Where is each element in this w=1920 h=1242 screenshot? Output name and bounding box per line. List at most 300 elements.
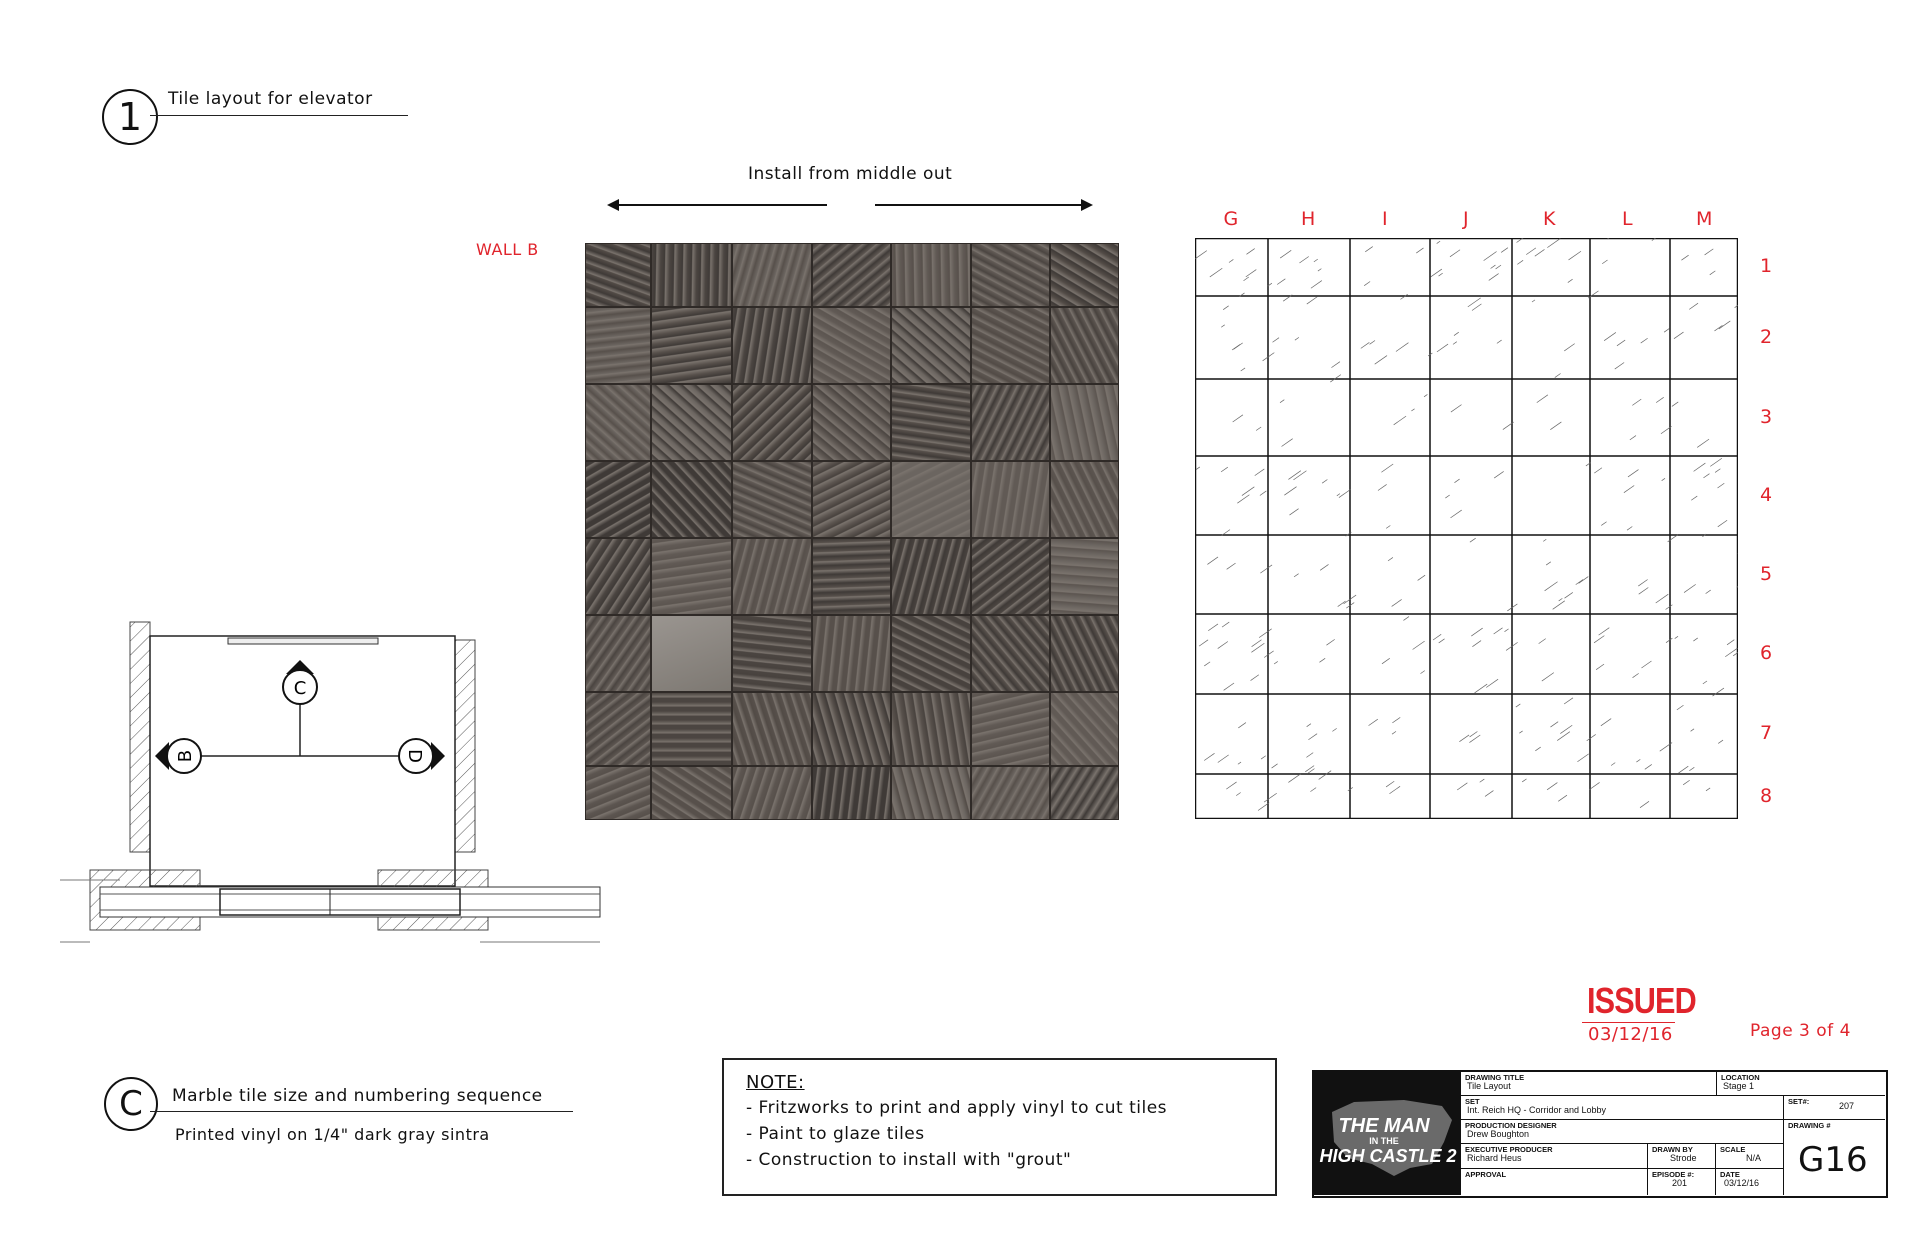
wall-label: WALL B — [476, 240, 539, 259]
marble-tile — [585, 307, 651, 384]
tile-texture-stroke — [1365, 247, 1373, 252]
tile-texture-stroke — [1319, 658, 1325, 662]
tile-texture-stroke — [1370, 341, 1375, 345]
tile-texture-stroke — [1719, 321, 1730, 329]
tile-texture-stroke — [1403, 617, 1409, 621]
tb-executive-producer: EXECUTIVE PRODUCER Richard Heus — [1461, 1144, 1648, 1169]
tile-texture-stroke — [1389, 786, 1400, 793]
tile-texture-stroke — [1596, 664, 1604, 670]
tile-texture-stroke — [1382, 658, 1390, 663]
tb-scale: SCALE N/A — [1716, 1144, 1784, 1169]
marble-tile — [1050, 307, 1119, 384]
tile-texture-stroke — [1280, 400, 1284, 403]
tile-texture-stroke — [1710, 271, 1716, 275]
tile-texture-stroke — [1678, 766, 1688, 773]
tile-texture-stroke — [1522, 779, 1526, 782]
grid-column-label: L — [1622, 208, 1633, 230]
tile-texture-stroke — [1496, 265, 1501, 269]
marble-tile — [891, 384, 971, 461]
tile-texture-stroke — [1526, 248, 1536, 255]
issued-underline — [1582, 1022, 1675, 1023]
tb-set-number: SET#: 207 — [1784, 1096, 1885, 1120]
tile-texture-stroke — [1559, 598, 1563, 601]
tile-texture-stroke — [1565, 592, 1573, 598]
tile-texture-stroke — [1274, 661, 1278, 664]
tile-texture-stroke — [1264, 793, 1277, 802]
tile-texture-stroke — [1396, 343, 1409, 352]
tb-drawing-title: DRAWING TITLE Tile Layout — [1461, 1072, 1717, 1096]
marble-tile — [732, 243, 812, 307]
marble-tile — [812, 461, 891, 538]
tile-texture-stroke — [1251, 675, 1259, 681]
tile-texture-stroke — [1706, 788, 1710, 791]
tile-texture-stroke — [1289, 509, 1298, 515]
tile-texture-stroke — [1199, 640, 1208, 646]
tile-texture-stroke — [1472, 304, 1481, 311]
note-line: - Paint to glaze tiles — [746, 1124, 925, 1144]
tile-texture-stroke — [1364, 282, 1370, 286]
tile-texture-stroke — [1677, 705, 1684, 710]
install-note: Install from middle out — [748, 164, 953, 184]
tile-texture-stroke — [1236, 793, 1240, 796]
tile-texture-stroke — [1689, 767, 1694, 770]
tile-texture-stroke — [1516, 704, 1521, 707]
tile-texture-stroke — [1599, 628, 1610, 635]
tile-texture-stroke — [1545, 582, 1558, 591]
marble-tile — [971, 461, 1050, 538]
tile-texture-stroke — [1604, 332, 1616, 340]
tile-texture-stroke — [1501, 248, 1508, 253]
tile-texture-stroke — [1308, 734, 1317, 740]
detail-c-subtitle: Printed vinyl on 1/4" dark gray sintra — [175, 1125, 490, 1144]
grid-row-label: 2 — [1760, 325, 1773, 348]
marble-tile — [585, 538, 651, 615]
tile-texture-stroke — [1535, 249, 1545, 256]
tile-texture-stroke — [1576, 580, 1583, 585]
tile-texture-stroke — [1261, 756, 1266, 759]
tile-texture-stroke — [1547, 783, 1557, 790]
marble-tile — [891, 766, 971, 820]
marble-tile — [891, 692, 971, 766]
tile-texture-stroke — [1229, 259, 1233, 262]
marble-tile — [651, 615, 732, 692]
tile-texture-stroke — [1237, 495, 1249, 503]
tile-texture-stroke — [1251, 643, 1264, 652]
tile-texture-stroke — [1252, 640, 1262, 647]
grid-column-label: G — [1223, 208, 1239, 230]
tile-texture-stroke — [1318, 269, 1322, 271]
tile-texture-stroke — [1450, 250, 1460, 257]
tile-texture-stroke — [1305, 766, 1314, 772]
tile-texture-stroke — [1674, 332, 1684, 339]
tb-date: DATE 03/12/16 — [1716, 1169, 1784, 1195]
tile-texture-stroke — [1204, 662, 1210, 666]
tile-texture-stroke — [1681, 255, 1688, 260]
tile-texture-stroke — [1624, 485, 1634, 492]
tile-texture-stroke — [1260, 565, 1272, 573]
marble-tile — [812, 615, 891, 692]
tile-texture-stroke — [1437, 344, 1448, 352]
tile-texture-stroke — [1221, 325, 1225, 327]
tile-texture-stroke — [1594, 468, 1602, 473]
tile-texture-stroke — [1451, 405, 1462, 412]
marble-tile — [971, 243, 1050, 307]
tile-texture-stroke — [1633, 673, 1639, 677]
tile-texture-stroke — [1299, 256, 1308, 263]
marble-tile-layout — [585, 243, 1119, 820]
tile-texture-stroke — [1553, 601, 1565, 609]
tile-texture-stroke — [1569, 251, 1581, 260]
tile-texture-stroke — [1480, 779, 1485, 782]
grid-column-label: M — [1696, 208, 1713, 230]
tile-texture-stroke — [1579, 577, 1589, 584]
tile-texture-stroke — [1546, 562, 1551, 565]
tile-texture-stroke — [1537, 395, 1548, 403]
marble-tile — [1050, 384, 1119, 461]
tile-texture-stroke — [1246, 270, 1256, 277]
grid-row-label: 3 — [1760, 405, 1773, 428]
svg-text:IN THE: IN THE — [1369, 1136, 1399, 1146]
marble-tile — [1050, 461, 1119, 538]
tile-texture-stroke — [1224, 683, 1234, 690]
tile-texture-stroke — [1282, 439, 1293, 447]
tile-texture-stroke — [1272, 764, 1278, 768]
notes-title: NOTE: — [746, 1072, 805, 1093]
tile-texture-stroke — [1210, 268, 1222, 277]
tile-texture-stroke — [1472, 641, 1481, 647]
tile-texture-stroke — [1519, 731, 1522, 733]
tile-texture-stroke — [1557, 732, 1570, 741]
tile-texture-stroke — [1577, 754, 1588, 762]
tile-texture-stroke — [1207, 557, 1218, 564]
tile-texture-stroke — [1628, 470, 1639, 477]
tile-texture-stroke — [1459, 735, 1469, 742]
tile-texture-stroke — [1439, 639, 1445, 643]
marble-tile — [891, 538, 971, 615]
tile-texture-stroke — [1675, 636, 1678, 638]
tile-texture-stroke — [1337, 494, 1340, 496]
tile-texture-stroke — [1601, 522, 1606, 526]
marble-tile — [891, 307, 971, 384]
tile-texture-stroke — [1718, 740, 1723, 743]
tile-texture-stroke — [1543, 539, 1546, 541]
tile-texture-stroke — [1314, 259, 1318, 262]
tile-texture-stroke — [1727, 640, 1734, 645]
tile-texture-stroke — [1532, 300, 1535, 302]
tile-texture-stroke — [1656, 397, 1664, 402]
tile-texture-stroke — [1284, 487, 1296, 496]
tile-texture-stroke — [1594, 636, 1604, 643]
tile-texture-stroke — [1241, 368, 1245, 371]
marble-tile — [585, 461, 651, 538]
tile-texture-stroke — [1668, 535, 1678, 542]
marble-tile — [732, 766, 812, 820]
marble-tile — [732, 461, 812, 538]
tile-texture-stroke — [1361, 342, 1370, 348]
detail-number-circle — [102, 89, 158, 145]
grid-column-label: H — [1301, 208, 1316, 230]
grid-row-label: 6 — [1760, 642, 1773, 664]
tile-texture-stroke — [1706, 590, 1711, 594]
tile-texture-stroke — [1632, 399, 1641, 405]
tile-texture-stroke — [1494, 628, 1503, 634]
tile-texture-stroke — [1386, 781, 1394, 787]
tile-texture-stroke — [1617, 340, 1625, 346]
tile-texture-stroke — [1218, 755, 1229, 763]
tile-texture-stroke — [1666, 605, 1673, 610]
tb-production-designer: PRODUCTION DESIGNER Drew Boughton — [1461, 1120, 1784, 1144]
tile-texture-stroke — [1664, 328, 1669, 332]
tile-texture-stroke — [1392, 731, 1396, 734]
tile-texture-stroke — [1718, 520, 1727, 527]
tile-texture-stroke — [1222, 622, 1229, 627]
tile-texture-stroke — [1691, 729, 1695, 731]
detail-1-title: Tile layout for elevator — [168, 89, 373, 109]
tile-texture-stroke — [1433, 634, 1441, 640]
note-line: - Construction to install with "grout" — [746, 1150, 1072, 1170]
svg-text:D: D — [404, 749, 425, 763]
tile-texture-stroke — [1450, 510, 1461, 518]
marble-tile — [891, 461, 971, 538]
tile-texture-stroke — [1204, 753, 1214, 760]
tile-texture-stroke — [1400, 294, 1407, 299]
grid-row-label: 4 — [1760, 483, 1773, 506]
marble-tile — [971, 384, 1050, 461]
svg-text:THE MAN: THE MAN — [1338, 1115, 1430, 1137]
tile-texture-stroke — [1227, 563, 1236, 569]
tile-texture-stroke — [1718, 483, 1725, 488]
tile-texture-stroke — [1295, 337, 1299, 340]
tile-texture-stroke — [1689, 303, 1698, 309]
tile-texture-stroke — [1691, 496, 1697, 500]
marble-tile — [651, 243, 732, 307]
marble-tile — [971, 615, 1050, 692]
marble-tile — [891, 615, 971, 692]
marble-tile — [1050, 538, 1119, 615]
detail-1-underline — [150, 115, 408, 116]
tile-texture-stroke — [1260, 491, 1266, 496]
tile-texture-stroke — [1256, 427, 1261, 431]
tile-texture-stroke — [1242, 487, 1254, 496]
tile-texture-stroke — [1416, 248, 1423, 253]
marble-tile — [651, 307, 732, 384]
tile-texture-stroke — [1601, 719, 1611, 726]
tile-texture-stroke — [1641, 661, 1651, 668]
marble-tile — [651, 538, 732, 615]
tile-texture-stroke — [1662, 478, 1665, 480]
tile-texture-stroke — [1636, 759, 1640, 762]
tile-texture-stroke — [1288, 774, 1300, 782]
tile-texture-stroke — [1697, 439, 1709, 447]
tile-texture-stroke — [1725, 648, 1737, 657]
tile-texture-stroke — [1656, 594, 1669, 603]
tile-texture-stroke — [1386, 525, 1390, 528]
tile-texture-stroke — [1306, 753, 1313, 758]
marble-tile — [732, 538, 812, 615]
tile-texture-stroke — [1703, 681, 1707, 684]
tile-texture-stroke — [1517, 260, 1523, 264]
tile-texture-stroke — [1307, 724, 1311, 727]
tile-texture-stroke — [1630, 436, 1636, 440]
marble-tile — [812, 692, 891, 766]
marble-tile — [1050, 766, 1119, 820]
tile-texture-stroke — [1381, 464, 1393, 472]
tile-texture-stroke — [1244, 277, 1249, 281]
page-number: Page 3 of 4 — [1750, 1021, 1851, 1041]
tile-texture-stroke — [1326, 639, 1334, 645]
marble-tile — [651, 384, 732, 461]
numbering-grid-lines — [1195, 238, 1738, 819]
tile-texture-stroke — [1218, 641, 1228, 648]
notes-box — [722, 1058, 1277, 1196]
tile-texture-stroke — [1233, 415, 1243, 422]
tile-texture-stroke — [1535, 747, 1540, 751]
marble-tile — [812, 538, 891, 615]
tile-texture-stroke — [1645, 764, 1652, 769]
tile-texture-stroke — [1639, 588, 1649, 595]
install-direction-arrows — [605, 195, 1095, 215]
tb-episode: EPISODE #: 201 — [1648, 1169, 1716, 1195]
tile-texture-stroke — [1259, 629, 1272, 638]
tile-texture-stroke — [1439, 273, 1443, 276]
grid-row-label: 7 — [1760, 722, 1773, 744]
marble-tile — [812, 766, 891, 820]
marble-tile — [732, 384, 812, 461]
grid-row-label: 8 — [1760, 784, 1773, 807]
grid-row-label: 5 — [1760, 562, 1773, 585]
tile-texture-stroke — [1208, 624, 1218, 631]
marble-tile — [812, 243, 891, 307]
note-line: - Fritzworks to print and apply vinyl to cut tiles — [746, 1098, 1168, 1118]
marble-tile — [585, 384, 651, 461]
tile-texture-stroke — [1288, 471, 1300, 480]
tile-texture-stroke — [1424, 394, 1427, 396]
marble-tile — [971, 307, 1050, 384]
tile-texture-stroke — [1255, 469, 1265, 476]
tile-texture-stroke — [1615, 363, 1624, 370]
tile-texture-stroke — [1470, 731, 1478, 736]
tile-texture-stroke — [1558, 795, 1567, 801]
tile-texture-stroke — [1311, 281, 1322, 289]
tile-texture-stroke — [1378, 484, 1387, 490]
marble-tile — [651, 692, 732, 766]
detail-letter-circle — [104, 1077, 158, 1131]
marble-tile — [651, 461, 732, 538]
elevator-plan — [60, 612, 620, 967]
tile-texture-stroke — [1497, 340, 1502, 343]
tile-texture-stroke — [1437, 241, 1440, 243]
tile-texture-stroke — [1568, 279, 1573, 282]
tile-texture-stroke — [1640, 801, 1649, 807]
tile-texture-stroke — [1246, 249, 1254, 255]
tile-texture-stroke — [1388, 557, 1393, 560]
detail-letter: C — [119, 1084, 143, 1124]
marble-tile — [732, 307, 812, 384]
svg-text:HIGH CASTLE 2: HIGH CASTLE 2 — [1319, 1146, 1457, 1166]
title-block — [1312, 1070, 1888, 1198]
tile-texture-stroke — [1454, 479, 1459, 483]
tile-texture-stroke — [1223, 306, 1228, 310]
tile-texture-stroke — [1710, 458, 1722, 466]
marble-tile — [1050, 243, 1119, 307]
tile-texture-stroke — [1666, 638, 1672, 642]
usa-map-icon — [1314, 1072, 1461, 1195]
tile-texture-stroke — [1715, 469, 1720, 473]
tile-texture-stroke — [1457, 783, 1467, 790]
tile-texture-stroke — [1277, 279, 1285, 285]
tile-texture-stroke — [1590, 782, 1600, 789]
tile-texture-stroke — [1320, 564, 1328, 570]
tile-texture-stroke — [1539, 639, 1546, 644]
detail-c-underline — [150, 1111, 573, 1112]
tile-texture-stroke — [1705, 249, 1714, 255]
tile-texture-stroke — [1392, 599, 1402, 606]
tile-texture-stroke — [1560, 725, 1572, 733]
marble-tile — [971, 692, 1050, 766]
tile-texture-stroke — [1494, 471, 1504, 478]
tile-texture-stroke — [1550, 722, 1558, 727]
tile-texture-stroke — [1319, 771, 1331, 780]
tile-texture-stroke — [1339, 490, 1350, 498]
marble-tile — [812, 384, 891, 461]
tile-texture-stroke — [1195, 251, 1207, 259]
tb-drawing-number: DRAWING # G16 — [1788, 1121, 1868, 1180]
detail-c-title: Marble tile size and numbering sequence — [172, 1086, 543, 1106]
tile-texture-stroke — [1445, 495, 1449, 498]
tile-texture-stroke — [1273, 338, 1280, 343]
tile-texture-stroke — [1542, 673, 1554, 681]
tile-texture-stroke — [1293, 471, 1306, 480]
tile-texture-stroke — [1307, 297, 1318, 305]
tb-set: SET Int. Reich HQ - Corridor and Lobby — [1461, 1096, 1784, 1120]
tb-location: LOCATION Stage 1 — [1717, 1072, 1885, 1096]
tile-texture-stroke — [1564, 698, 1573, 704]
tile-texture-stroke — [1369, 719, 1378, 725]
detail-number: 1 — [117, 95, 143, 139]
tile-texture-stroke — [1703, 474, 1709, 478]
grid-column-label: K — [1543, 208, 1556, 230]
grid-column-label: J — [1463, 208, 1469, 230]
tile-texture-stroke — [1627, 526, 1632, 530]
tile-texture-stroke — [1394, 416, 1406, 425]
marble-tile — [1050, 615, 1119, 692]
tile-texture-stroke — [1454, 332, 1459, 335]
tile-texture-stroke — [1611, 763, 1615, 766]
tile-texture-stroke — [1486, 679, 1498, 687]
tile-texture-stroke — [1555, 374, 1561, 378]
marble-tile — [732, 615, 812, 692]
tile-texture-stroke — [1638, 580, 1647, 587]
marble-tile — [585, 243, 651, 307]
issued-stamp: ISSUED — [1587, 980, 1696, 1021]
tile-texture-stroke — [1322, 479, 1327, 483]
tile-texture-stroke — [1471, 628, 1482, 636]
tile-texture-stroke — [1484, 252, 1497, 261]
tile-texture-stroke — [1693, 638, 1697, 641]
tile-texture-stroke — [1238, 762, 1241, 764]
tile-texture-stroke — [1238, 723, 1246, 728]
tile-texture-stroke — [1310, 788, 1316, 792]
tile-numbering-grid — [1195, 238, 1738, 819]
tile-texture-stroke — [1232, 344, 1240, 350]
marble-tile — [891, 243, 971, 307]
grid-column-label: I — [1382, 208, 1388, 230]
grid-row-label: 1 — [1760, 255, 1773, 277]
tile-texture-stroke — [1684, 584, 1696, 592]
tile-texture-stroke — [1641, 338, 1648, 343]
tile-texture-stroke — [1418, 575, 1426, 580]
marble-tile — [651, 766, 732, 820]
